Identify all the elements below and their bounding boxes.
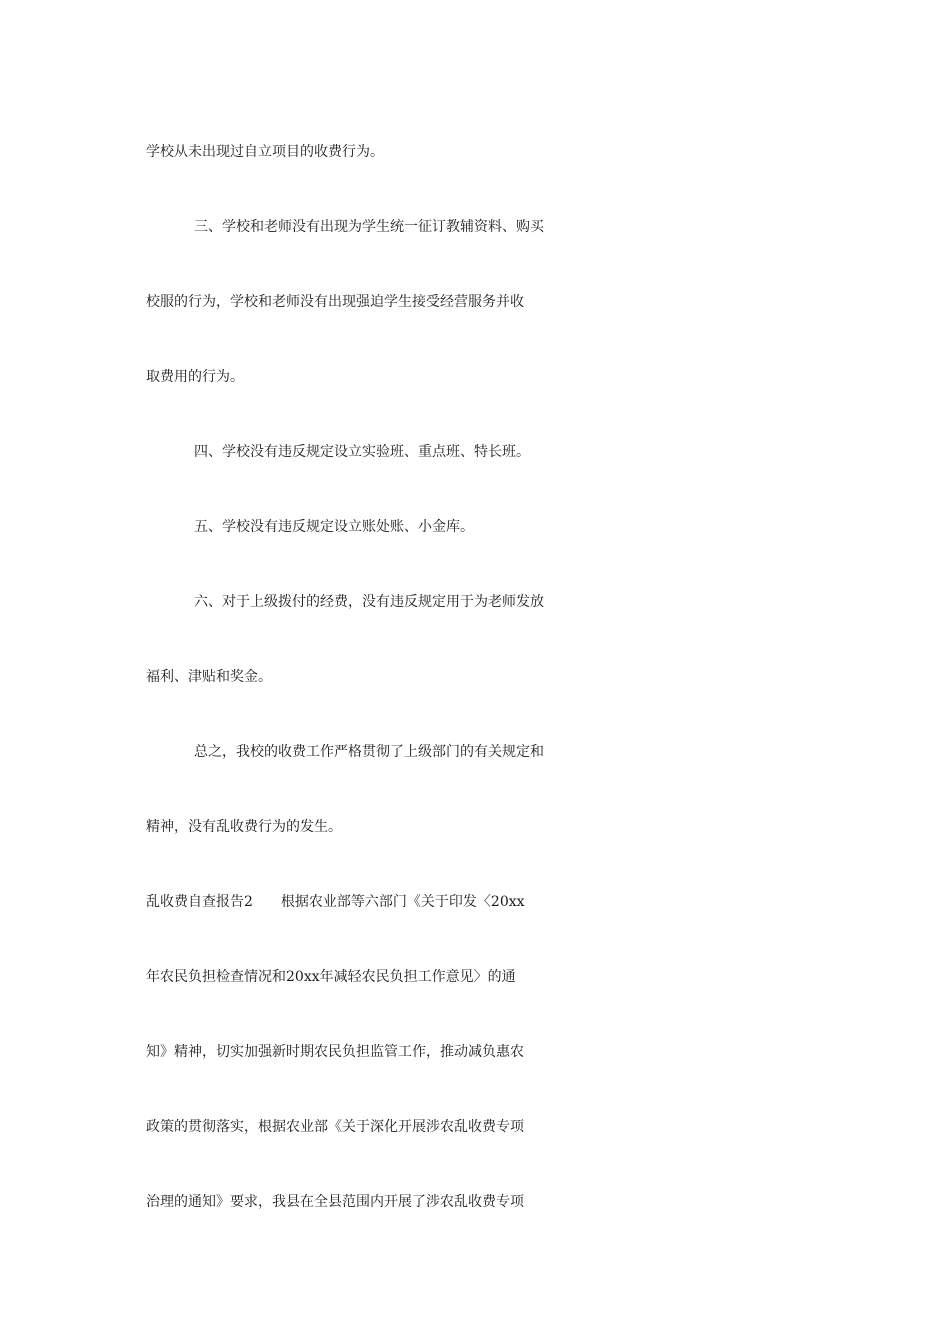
paragraph-line: 四、学校没有违反规定设立实验班、重点班、特长班。 [194, 444, 530, 460]
paragraph-line: 六、对于上级拨付的经费，没有违反规定用于为老师发放 [194, 594, 544, 610]
paragraph-line: 年农民负担检查情况和20xx年减轻农民负担工作意见〉的通 [146, 969, 516, 985]
paragraph-line: 知》精神，切实加强新时期农民负担监管工作，推动减负惠农 [146, 1044, 524, 1060]
paragraph-line: 总之，我校的收费工作严格贯彻了上级部门的有关规定和 [194, 744, 544, 760]
paragraph-line: 三、学校和老师没有出现为学生统一征订教辅资料、购买 [194, 219, 544, 235]
paragraph-line: 治理的通知》要求，我县在全县范围内开展了涉农乱收费专项 [146, 1194, 524, 1210]
paragraph-line: 学校从未出现过自立项目的收费行为。 [146, 144, 384, 160]
section-heading-line: 乱收费自查报告2 根据农业部等六部门《关于印发〈20xx [146, 894, 525, 910]
paragraph-line: 取费用的行为。 [146, 369, 244, 385]
paragraph-line: 福利、津贴和奖金。 [146, 669, 272, 685]
paragraph-line: 政策的贯彻落实，根据农业部《关于深化开展涉农乱收费专项 [146, 1119, 524, 1135]
paragraph-line: 五、学校没有违反规定设立账处账、小金库。 [194, 519, 474, 535]
paragraph-line: 精神，没有乱收费行为的发生。 [146, 819, 342, 835]
paragraph-line: 校服的行为，学校和老师没有出现强迫学生接受经营服务并收 [146, 294, 524, 310]
